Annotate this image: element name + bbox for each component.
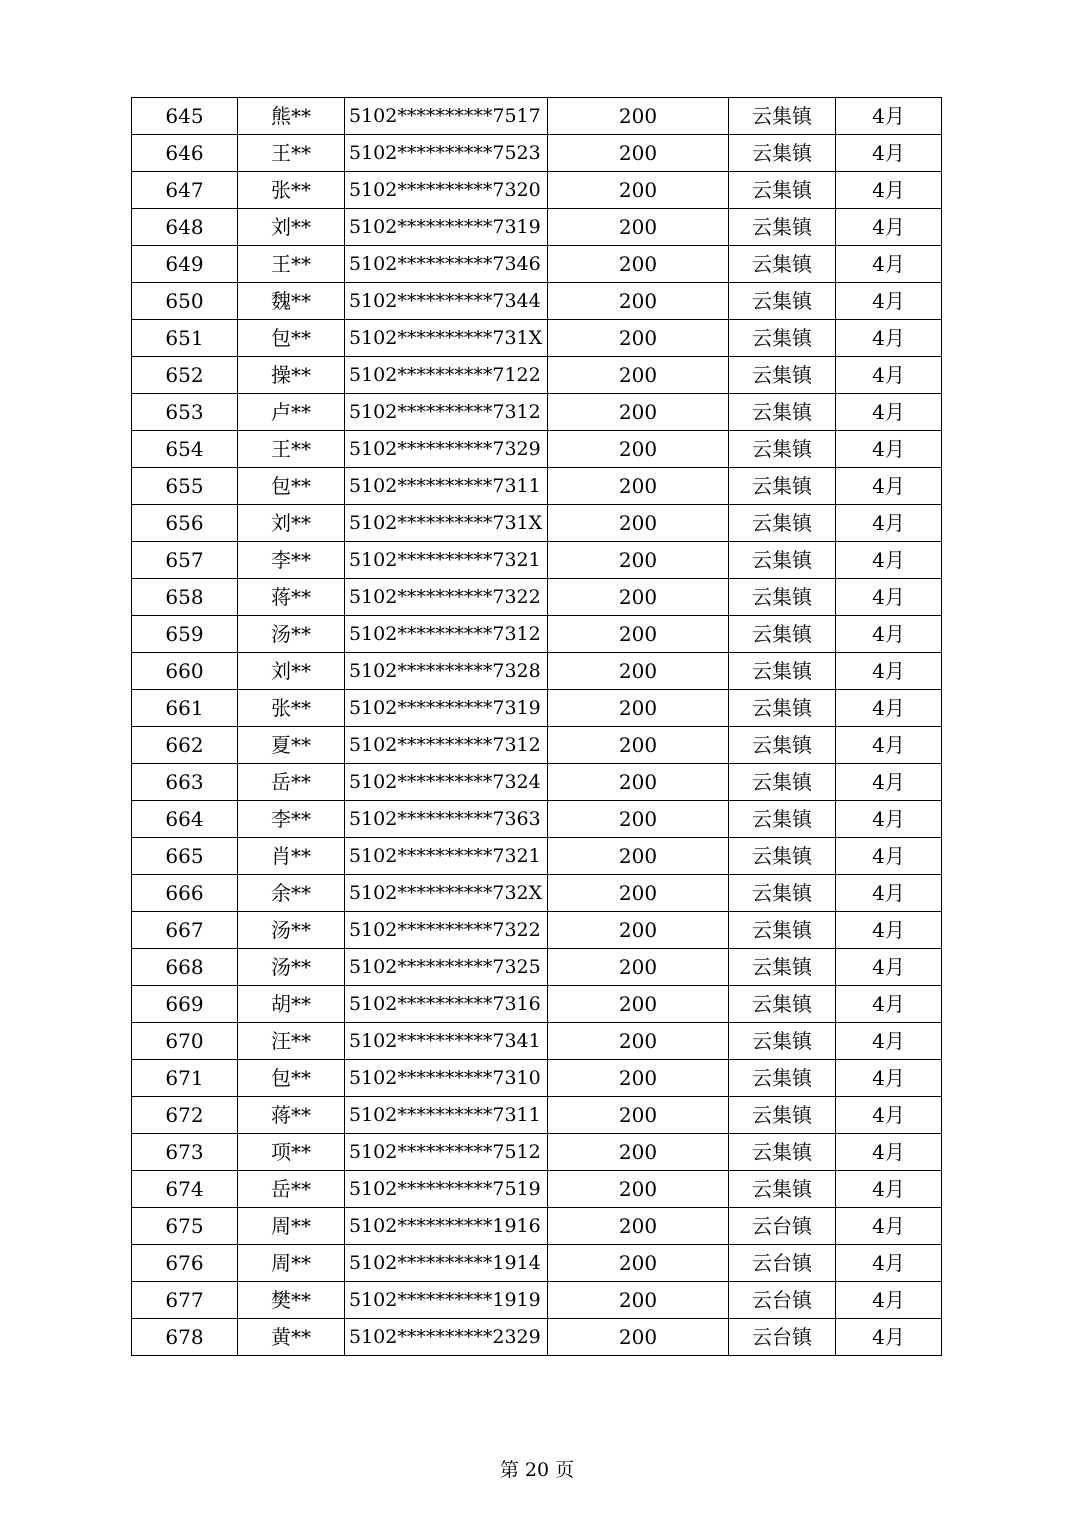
month-cell: 4月 [836, 764, 942, 801]
amount-cell: 200 [548, 172, 729, 209]
town-cell: 云集镇 [729, 764, 836, 801]
table-row [132, 1319, 942, 1356]
id-number-cell: 5102**********7321 [345, 542, 548, 579]
month-cell: 4月 [836, 986, 942, 1023]
town-cell: 云集镇 [729, 616, 836, 653]
table-row [132, 949, 942, 986]
town-cell: 云集镇 [729, 468, 836, 505]
row-number-cell: 645 [132, 98, 238, 135]
town-cell: 云集镇 [729, 801, 836, 838]
id-number-cell: 5102**********7310 [345, 1060, 548, 1097]
id-number-cell: 5102**********7329 [345, 431, 548, 468]
town-cell: 云集镇 [729, 431, 836, 468]
month-cell: 4月 [836, 1282, 942, 1319]
month-cell: 4月 [836, 468, 942, 505]
month-cell: 4月 [836, 283, 942, 320]
month-cell: 4月 [836, 1023, 942, 1060]
table-row [132, 172, 942, 209]
month-cell: 4月 [836, 1134, 942, 1171]
id-number-cell: 5102**********7319 [345, 209, 548, 246]
id-number-cell: 5102**********7122 [345, 357, 548, 394]
amount-cell: 200 [548, 246, 729, 283]
row-number-cell: 657 [132, 542, 238, 579]
month-cell: 4月 [836, 912, 942, 949]
month-cell: 4月 [836, 542, 942, 579]
row-number-cell: 666 [132, 875, 238, 912]
id-number-cell: 5102**********7346 [345, 246, 548, 283]
table-row [132, 801, 942, 838]
row-number-cell: 674 [132, 1171, 238, 1208]
amount-cell: 200 [548, 209, 729, 246]
id-number-cell: 5102**********7319 [345, 690, 548, 727]
id-number-cell: 5102**********7322 [345, 579, 548, 616]
id-number-cell: 5102**********7325 [345, 949, 548, 986]
month-cell: 4月 [836, 1245, 942, 1282]
town-cell: 云集镇 [729, 838, 836, 875]
id-number-cell: 5102**********7517 [345, 98, 548, 135]
amount-cell: 200 [548, 1134, 729, 1171]
id-number-cell: 5102**********7311 [345, 1097, 548, 1134]
table-row [132, 579, 942, 616]
name-cell: 汤** [238, 912, 345, 949]
month-cell: 4月 [836, 838, 942, 875]
name-cell: 胡** [238, 986, 345, 1023]
amount-cell: 200 [548, 320, 729, 357]
row-number-cell: 647 [132, 172, 238, 209]
row-number-cell: 663 [132, 764, 238, 801]
town-cell: 云集镇 [729, 986, 836, 1023]
row-number-cell: 670 [132, 1023, 238, 1060]
row-number-cell: 677 [132, 1282, 238, 1319]
town-cell: 云集镇 [729, 209, 836, 246]
row-number-cell: 648 [132, 209, 238, 246]
table-row [132, 838, 942, 875]
id-number-cell: 5102**********1919 [345, 1282, 548, 1319]
table-row [132, 616, 942, 653]
name-cell: 王** [238, 135, 345, 172]
row-number-cell: 673 [132, 1134, 238, 1171]
amount-cell: 200 [548, 690, 729, 727]
amount-cell: 200 [548, 1171, 729, 1208]
name-cell: 项** [238, 1134, 345, 1171]
table-row [132, 1023, 942, 1060]
row-number-cell: 665 [132, 838, 238, 875]
row-number-cell: 668 [132, 949, 238, 986]
town-cell: 云台镇 [729, 1208, 836, 1245]
records-table [131, 97, 942, 1356]
id-number-cell: 5102**********7512 [345, 1134, 548, 1171]
row-number-cell: 676 [132, 1245, 238, 1282]
id-number-cell: 5102**********7363 [345, 801, 548, 838]
row-number-cell: 660 [132, 653, 238, 690]
id-number-cell: 5102**********7321 [345, 838, 548, 875]
month-cell: 4月 [836, 431, 942, 468]
row-number-cell: 653 [132, 394, 238, 431]
month-cell: 4月 [836, 246, 942, 283]
id-number-cell: 5102**********7322 [345, 912, 548, 949]
row-number-cell: 671 [132, 1060, 238, 1097]
name-cell: 肖** [238, 838, 345, 875]
table-row [132, 727, 942, 764]
id-number-cell: 5102**********732X [345, 875, 548, 912]
name-cell: 刘** [238, 653, 345, 690]
row-number-cell: 675 [132, 1208, 238, 1245]
table-row [132, 1060, 942, 1097]
name-cell: 夏** [238, 727, 345, 764]
amount-cell: 200 [548, 357, 729, 394]
town-cell: 云台镇 [729, 1319, 836, 1356]
month-cell: 4月 [836, 690, 942, 727]
name-cell: 周** [238, 1208, 345, 1245]
town-cell: 云集镇 [729, 542, 836, 579]
name-cell: 李** [238, 542, 345, 579]
amount-cell: 200 [548, 579, 729, 616]
amount-cell: 200 [548, 875, 729, 912]
town-cell: 云集镇 [729, 394, 836, 431]
row-number-cell: 678 [132, 1319, 238, 1356]
row-number-cell: 651 [132, 320, 238, 357]
town-cell: 云台镇 [729, 1282, 836, 1319]
name-cell: 黄** [238, 1319, 345, 1356]
town-cell: 云集镇 [729, 949, 836, 986]
row-number-cell: 662 [132, 727, 238, 764]
name-cell: 熊** [238, 98, 345, 135]
row-number-cell: 661 [132, 690, 238, 727]
town-cell: 云集镇 [729, 1060, 836, 1097]
month-cell: 4月 [836, 1171, 942, 1208]
id-number-cell: 5102**********7341 [345, 1023, 548, 1060]
amount-cell: 200 [548, 1023, 729, 1060]
name-cell: 王** [238, 246, 345, 283]
month-cell: 4月 [836, 949, 942, 986]
table-row [132, 431, 942, 468]
month-cell: 4月 [836, 357, 942, 394]
id-number-cell: 5102**********1916 [345, 1208, 548, 1245]
id-number-cell: 5102**********7312 [345, 727, 548, 764]
name-cell: 李** [238, 801, 345, 838]
name-cell: 魏** [238, 283, 345, 320]
table-row [132, 1134, 942, 1171]
row-number-cell: 649 [132, 246, 238, 283]
name-cell: 卢** [238, 394, 345, 431]
name-cell: 蒋** [238, 579, 345, 616]
amount-cell: 200 [548, 616, 729, 653]
month-cell: 4月 [836, 875, 942, 912]
town-cell: 云集镇 [729, 1171, 836, 1208]
town-cell: 云集镇 [729, 579, 836, 616]
row-number-cell: 667 [132, 912, 238, 949]
row-number-cell: 656 [132, 505, 238, 542]
table-row [132, 653, 942, 690]
table-row [132, 875, 942, 912]
town-cell: 云集镇 [729, 1134, 836, 1171]
month-cell: 4月 [836, 1319, 942, 1356]
month-cell: 4月 [836, 1060, 942, 1097]
amount-cell: 200 [548, 727, 729, 764]
month-cell: 4月 [836, 135, 942, 172]
row-number-cell: 650 [132, 283, 238, 320]
id-number-cell: 5102**********7312 [345, 394, 548, 431]
table-row [132, 1245, 942, 1282]
id-number-cell: 5102**********7320 [345, 172, 548, 209]
amount-cell: 200 [548, 801, 729, 838]
table-row [132, 468, 942, 505]
name-cell: 刘** [238, 209, 345, 246]
town-cell: 云集镇 [729, 283, 836, 320]
name-cell: 蒋** [238, 1097, 345, 1134]
town-cell: 云集镇 [729, 727, 836, 764]
amount-cell: 200 [548, 912, 729, 949]
amount-cell: 200 [548, 1097, 729, 1134]
month-cell: 4月 [836, 172, 942, 209]
name-cell: 汤** [238, 616, 345, 653]
month-cell: 4月 [836, 579, 942, 616]
name-cell: 包** [238, 1060, 345, 1097]
town-cell: 云集镇 [729, 172, 836, 209]
town-cell: 云集镇 [729, 135, 836, 172]
town-cell: 云集镇 [729, 357, 836, 394]
amount-cell: 200 [548, 1282, 729, 1319]
amount-cell: 200 [548, 764, 729, 801]
name-cell: 包** [238, 468, 345, 505]
table-row [132, 690, 942, 727]
amount-cell: 200 [548, 949, 729, 986]
town-cell: 云集镇 [729, 1023, 836, 1060]
table-row [132, 320, 942, 357]
amount-cell: 200 [548, 653, 729, 690]
name-cell: 刘** [238, 505, 345, 542]
id-number-cell: 5102**********731X [345, 320, 548, 357]
table-row [132, 912, 942, 949]
table-row [132, 505, 942, 542]
table-row [132, 209, 942, 246]
name-cell: 张** [238, 690, 345, 727]
id-number-cell: 5102**********1914 [345, 1245, 548, 1282]
id-number-cell: 5102**********7523 [345, 135, 548, 172]
table-row [132, 394, 942, 431]
amount-cell: 200 [548, 1319, 729, 1356]
amount-cell: 200 [548, 431, 729, 468]
name-cell: 岳** [238, 1171, 345, 1208]
amount-cell: 200 [548, 283, 729, 320]
name-cell: 周** [238, 1245, 345, 1282]
month-cell: 4月 [836, 1097, 942, 1134]
amount-cell: 200 [548, 468, 729, 505]
amount-cell: 200 [548, 1245, 729, 1282]
table-row [132, 98, 942, 135]
town-cell: 云集镇 [729, 690, 836, 727]
table-row [132, 986, 942, 1023]
month-cell: 4月 [836, 727, 942, 764]
name-cell: 余** [238, 875, 345, 912]
row-number-cell: 672 [132, 1097, 238, 1134]
id-number-cell: 5102**********7344 [345, 283, 548, 320]
month-cell: 4月 [836, 653, 942, 690]
town-cell: 云集镇 [729, 1097, 836, 1134]
town-cell: 云集镇 [729, 505, 836, 542]
amount-cell: 200 [548, 838, 729, 875]
id-number-cell: 5102**********7324 [345, 764, 548, 801]
row-number-cell: 652 [132, 357, 238, 394]
id-number-cell: 5102**********7519 [345, 1171, 548, 1208]
amount-cell: 200 [548, 135, 729, 172]
name-cell: 王** [238, 431, 345, 468]
amount-cell: 200 [548, 1060, 729, 1097]
name-cell: 樊** [238, 1282, 345, 1319]
amount-cell: 200 [548, 986, 729, 1023]
id-number-cell: 5102**********7311 [345, 468, 548, 505]
table-row [132, 357, 942, 394]
town-cell: 云集镇 [729, 320, 836, 357]
table-row [132, 1282, 942, 1319]
month-cell: 4月 [836, 209, 942, 246]
month-cell: 4月 [836, 320, 942, 357]
table-row [132, 542, 942, 579]
row-number-cell: 669 [132, 986, 238, 1023]
id-number-cell: 5102**********7312 [345, 616, 548, 653]
town-cell: 云集镇 [729, 653, 836, 690]
table-row [132, 1171, 942, 1208]
table-row [132, 764, 942, 801]
table-row [132, 1097, 942, 1134]
row-number-cell: 659 [132, 616, 238, 653]
amount-cell: 200 [548, 394, 729, 431]
month-cell: 4月 [836, 505, 942, 542]
town-cell: 云集镇 [729, 98, 836, 135]
month-cell: 4月 [836, 394, 942, 431]
name-cell: 岳** [238, 764, 345, 801]
town-cell: 云台镇 [729, 1245, 836, 1282]
month-cell: 4月 [836, 801, 942, 838]
name-cell: 包** [238, 320, 345, 357]
town-cell: 云集镇 [729, 246, 836, 283]
month-cell: 4月 [836, 1208, 942, 1245]
name-cell: 张** [238, 172, 345, 209]
town-cell: 云集镇 [729, 912, 836, 949]
month-cell: 4月 [836, 98, 942, 135]
row-number-cell: 655 [132, 468, 238, 505]
table-row [132, 1208, 942, 1245]
month-cell: 4月 [836, 616, 942, 653]
name-cell: 汪** [238, 1023, 345, 1060]
town-cell: 云集镇 [729, 875, 836, 912]
row-number-cell: 646 [132, 135, 238, 172]
table-row [132, 283, 942, 320]
name-cell: 汤** [238, 949, 345, 986]
amount-cell: 200 [548, 98, 729, 135]
id-number-cell: 5102**********731X [345, 505, 548, 542]
id-number-cell: 5102**********7316 [345, 986, 548, 1023]
amount-cell: 200 [548, 505, 729, 542]
table-row [132, 246, 942, 283]
id-number-cell: 5102**********7328 [345, 653, 548, 690]
table-row [132, 135, 942, 172]
id-number-cell: 5102**********2329 [345, 1319, 548, 1356]
page-number: 第 20 页 [499, 1459, 575, 1481]
amount-cell: 200 [548, 542, 729, 579]
row-number-cell: 664 [132, 801, 238, 838]
amount-cell: 200 [548, 1208, 729, 1245]
name-cell: 操** [238, 357, 345, 394]
row-number-cell: 654 [132, 431, 238, 468]
row-number-cell: 658 [132, 579, 238, 616]
